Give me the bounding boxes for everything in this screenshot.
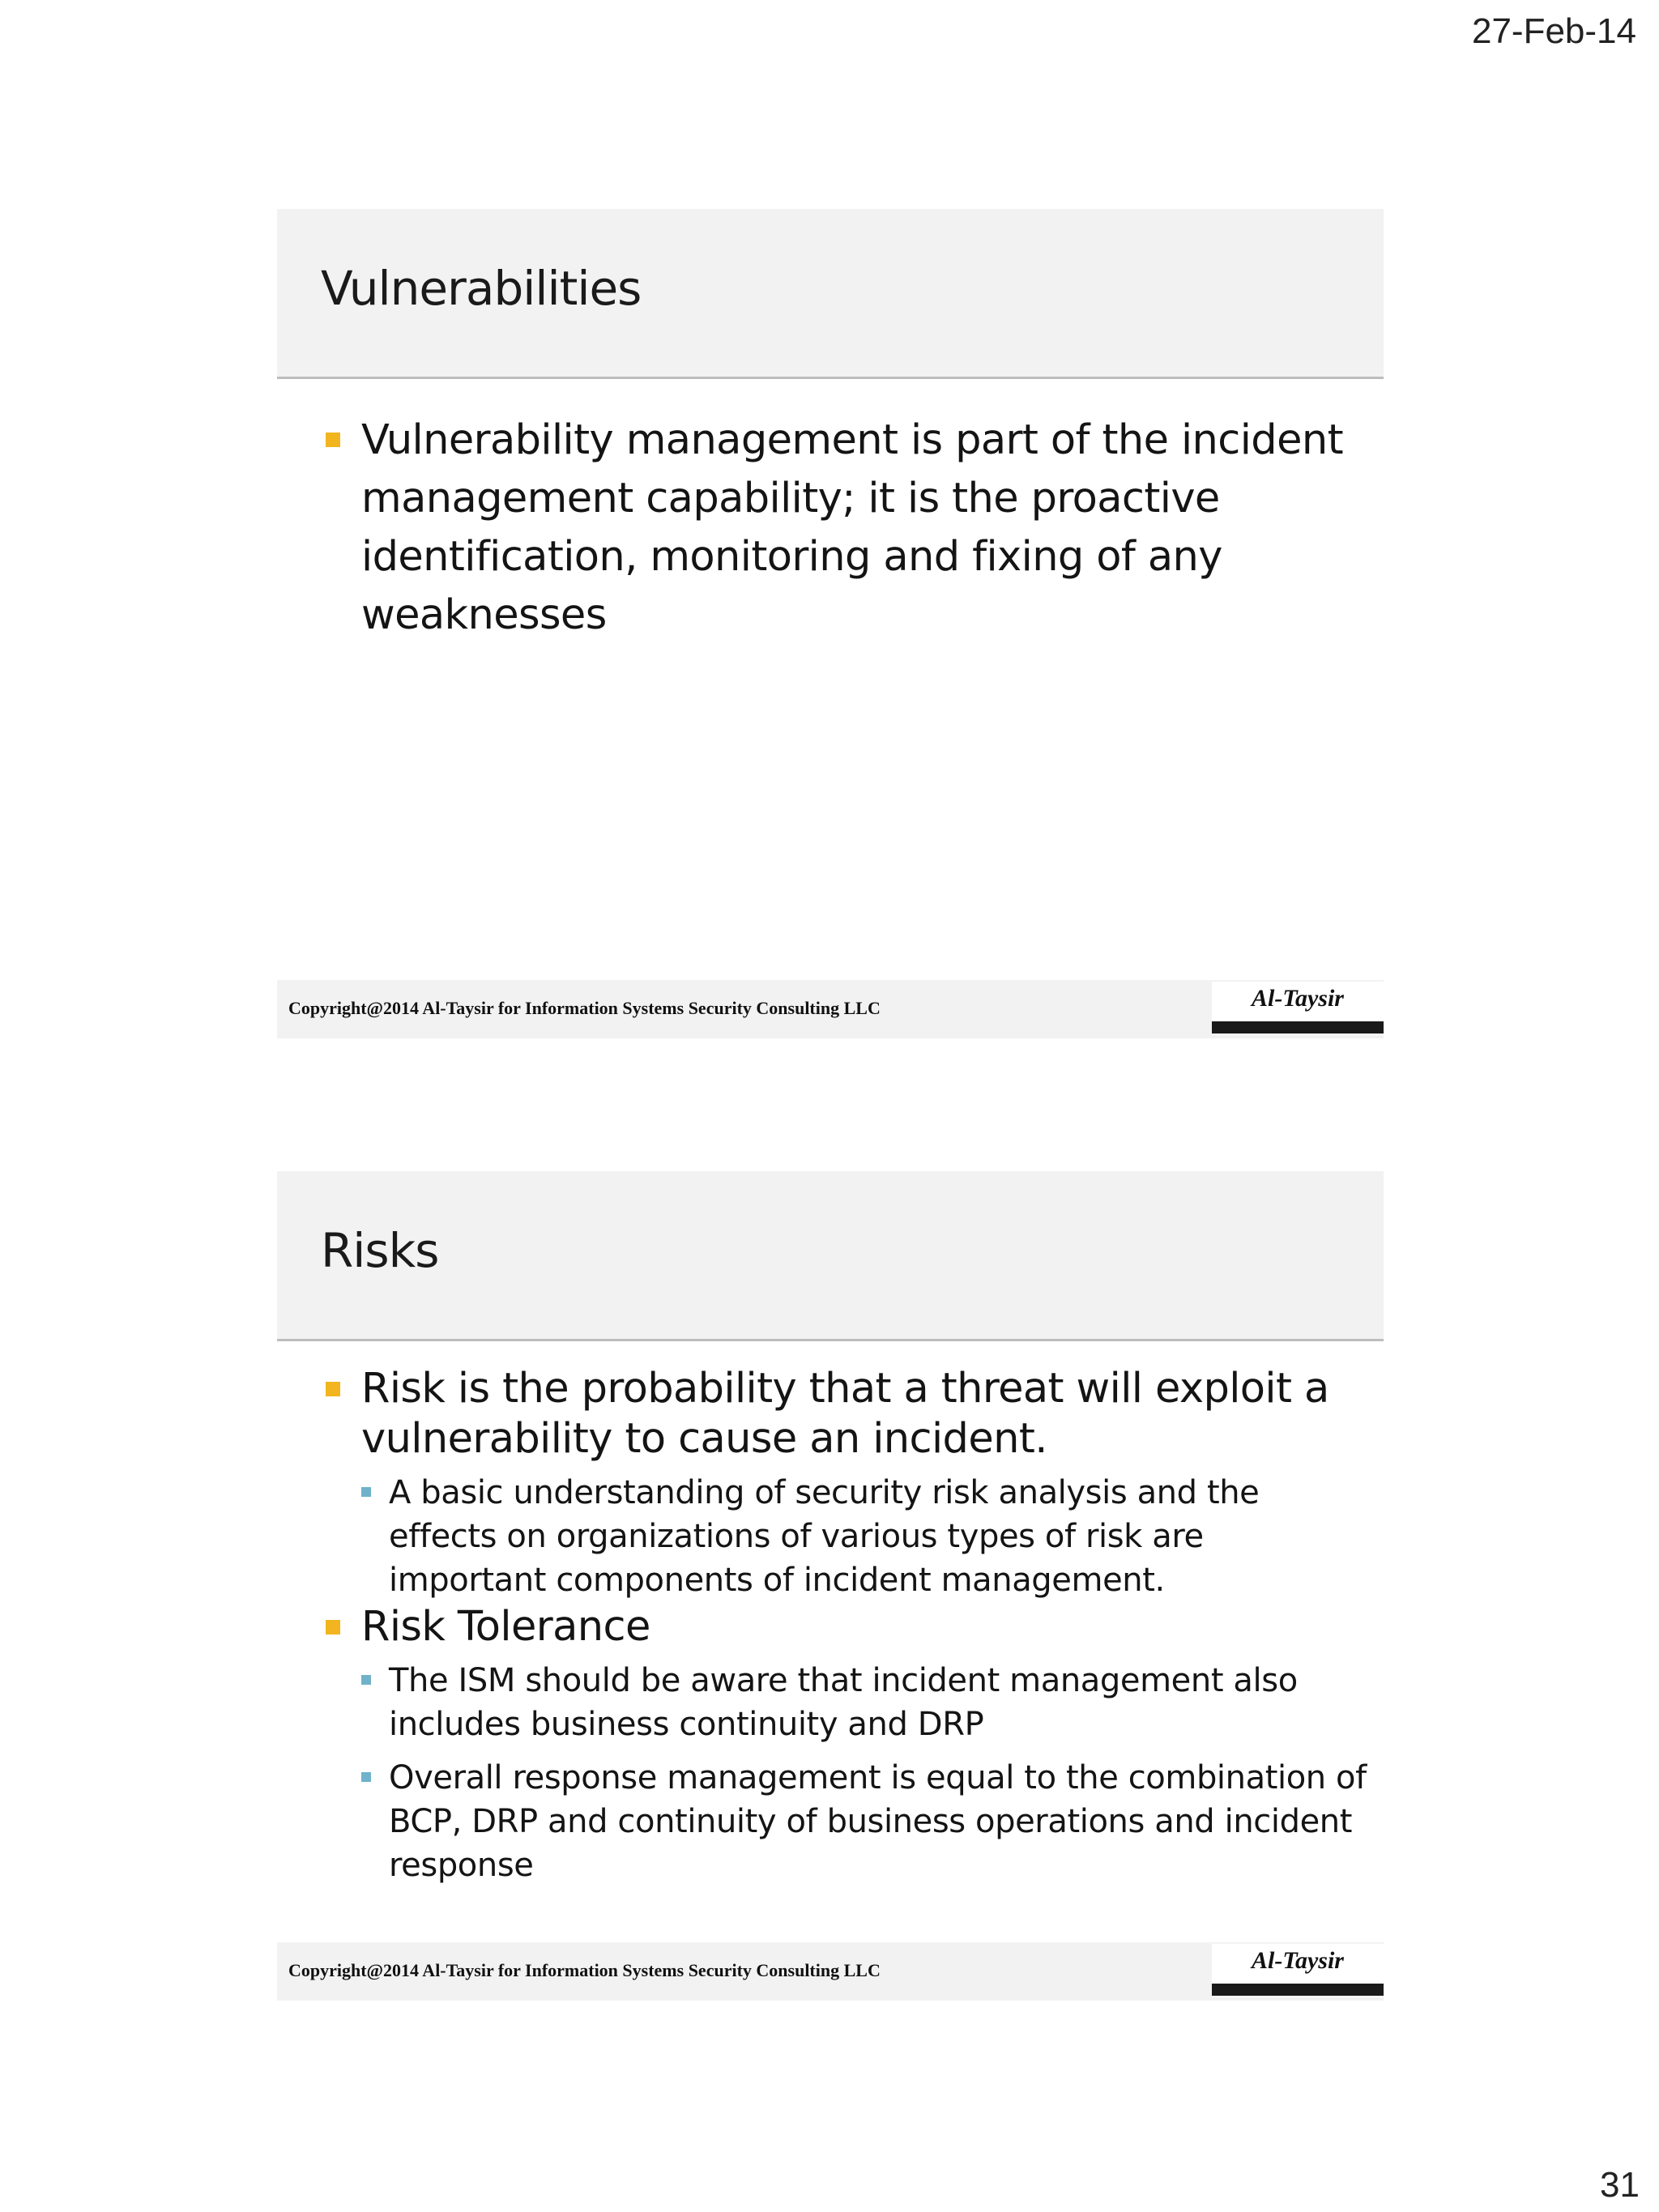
sub-bullet-item — [361, 1471, 1371, 1602]
bullet-item — [326, 1602, 1371, 1652]
slide-footer — [277, 1942, 1384, 2001]
square-bullet-icon — [326, 1382, 340, 1396]
al-taysir-logo — [1212, 1944, 1384, 1997]
slide-body — [326, 1364, 1371, 1887]
square-sub-bullet-icon — [361, 1675, 371, 1685]
sub-bullet-item — [361, 1659, 1371, 1746]
bullet-item — [326, 411, 1371, 645]
slide-title: Risks — [321, 1223, 439, 1278]
slide-title: Vulnerabilities — [321, 261, 642, 316]
copyright-text: Copyright@2014 Al-Taysir for Information Systems Security Consulting LLC — [288, 1960, 881, 1980]
square-sub-bullet-icon — [361, 1772, 371, 1782]
header-divider — [277, 377, 1384, 379]
page-date: 27-Feb-14 — [1471, 11, 1636, 51]
slide-risks — [277, 1171, 1384, 2001]
sub-bullet-text: The ISM should be aware that incident management also includes business continuity and DRP — [389, 1662, 1298, 1743]
square-sub-bullet-icon — [361, 1487, 371, 1497]
logo-name: Al-Taysir — [1252, 985, 1344, 1012]
sub-bullet-text: Overall response management is equal to the combination of BCP, DRP and continuity of business operations and incident response — [389, 1759, 1367, 1884]
slide-header — [277, 209, 1384, 379]
logo-name: Al-Taysir — [1252, 1947, 1344, 1974]
slide-footer — [277, 980, 1384, 1038]
bullet-text: Vulnerability management is part of the incident management capability; it is the proactive identification, monitoring and fixing of any weaknesses — [361, 416, 1343, 639]
slide-body — [326, 411, 1371, 645]
header-divider — [277, 1339, 1384, 1341]
sub-bullet-text: A basic understanding of security risk analysis and the effects on organizations of various types of risk are important components of incident management. — [389, 1474, 1260, 1599]
slide-vulnerabilities — [277, 209, 1384, 1038]
page-number: 31 — [1600, 2165, 1640, 2205]
logo-tagline-bar — [1212, 1984, 1384, 1996]
bullet-item — [326, 1364, 1371, 1464]
copyright-text: Copyright@2014 Al-Taysir for Information Systems Security Consulting LLC — [288, 998, 881, 1018]
sub-bullet-item — [361, 1756, 1371, 1887]
al-taysir-logo — [1212, 982, 1384, 1035]
square-bullet-icon — [326, 433, 340, 447]
slide-header — [277, 1171, 1384, 1341]
logo-tagline-bar — [1212, 1021, 1384, 1034]
bullet-text: Risk Tolerance — [361, 1603, 650, 1651]
square-bullet-icon — [326, 1620, 340, 1634]
bullet-text: Risk is the probability that a threat will exploit a vulnerability to cause an incident. — [361, 1365, 1329, 1463]
